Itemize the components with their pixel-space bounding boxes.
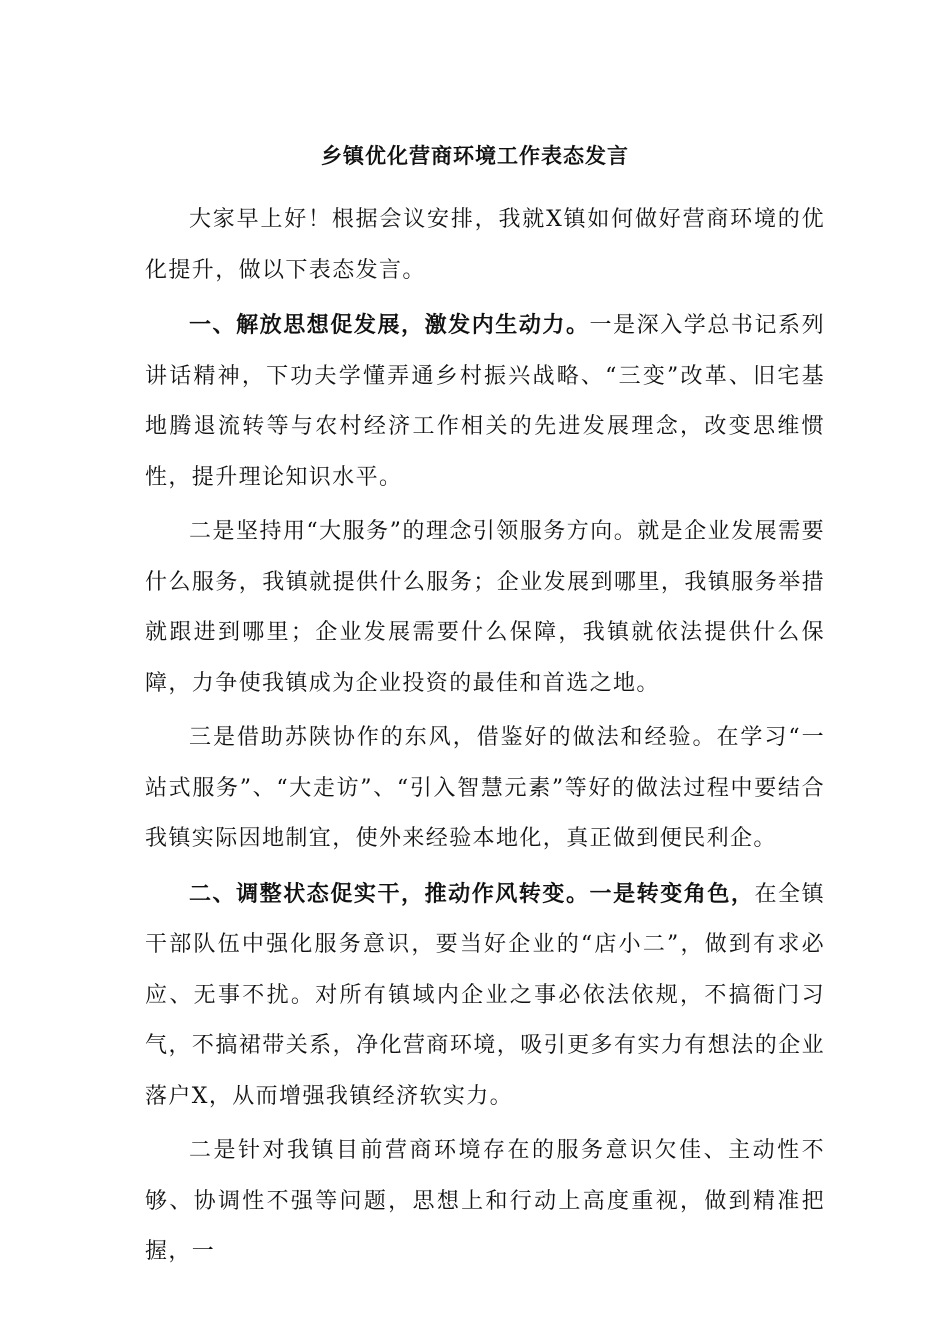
- section-one-heading: 一、解放思想促发展，激发内生动力。: [189, 312, 590, 338]
- section-one-text: 一是深入学总书记系列讲话精神，下功夫学懂弄通乡村振兴战略、“三变”改革、旧宅基地腾退流转等与农村经济工作相关的先进发展理念，改变思维惯性，提升理论知识水平。: [145, 313, 825, 490]
- document-body: [145, 195, 825, 1282]
- paragraph-section-one: [145, 300, 825, 503]
- section-two-text: 在全镇干部队伍中强化服务意识，要当好企业的“店小二”，做到有求必应、无事不扰。对所有镇域内企业之事必依法依规，不搞衙门习气，不搞裙带关系，净化营商环境，吸引更多有实力有想法的企业落户X，从而增强我镇经济软实力。: [145, 881, 825, 1109]
- paragraph-section-two: [145, 869, 825, 1123]
- paragraph-service-concept: 二是坚持用“大服务”的理念引领服务方向。就是企业发展需要什么服务，我镇就提供什么服务；企业发展到哪里，我镇服务举措就跟进到哪里；企业发展需要什么保障，我镇就依法提供什么保障，力争使我镇成为企业投资的最佳和首选之地。: [145, 519, 825, 696]
- paragraph-greeting: 大家早上好！根据会议安排，我就X镇如何做好营商环境的优化提升，做以下表态发言。: [145, 207, 825, 283]
- paragraph-experience: 三是借助苏陕协作的东风，借鉴好的做法和经验。在学习“一站式服务”、“大走访”、“引入智慧元素”等好的做法过程中要结合我镇实际因地制宜，使外来经验本地化，真正做到便民利企。: [145, 725, 825, 851]
- document-title: 乡镇优化营商环境工作表态发言: [321, 143, 629, 168]
- paragraph-problems: 二是针对我镇目前营商环境存在的服务意识欠佳、主动性不够、协调性不强等问题，思想上和行动上高度重视，做到精准把握，一: [145, 1138, 825, 1264]
- section-two-heading: 二、调整状态促实干，推动作风转变。一是转变角色，: [189, 880, 755, 907]
